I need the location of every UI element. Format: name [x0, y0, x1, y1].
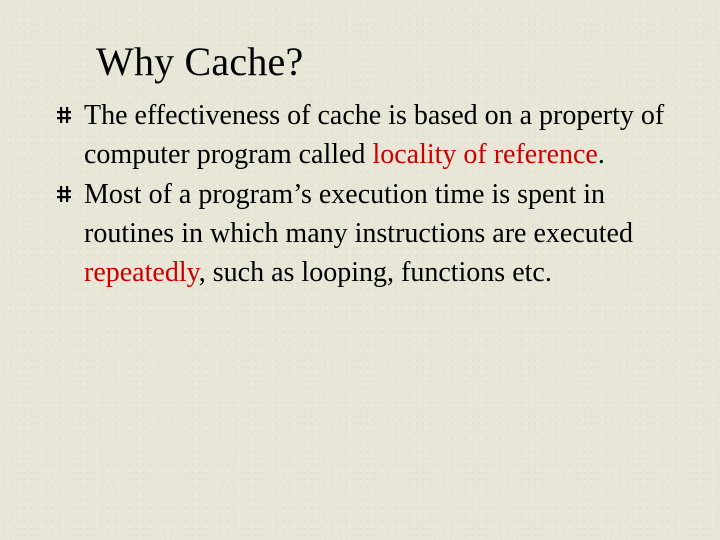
- bullet-list: [56, 96, 696, 293]
- bullet-item: [56, 175, 696, 292]
- bullet-item: [56, 96, 696, 174]
- bullet-text-part: .: [597, 139, 605, 170]
- hash-bullet-icon: [56, 106, 72, 124]
- bullet-text-part: The effectiveness of cache is based on a property of computer program called: [84, 100, 665, 170]
- hash-bullet-icon: [56, 185, 72, 203]
- bullet-text-part: , such as looping, functions etc.: [198, 257, 552, 288]
- highlighted-term: locality of reference: [372, 139, 598, 170]
- slide-title: Why Cache?: [96, 39, 304, 84]
- bullet-text-part: Most of a program’s execution time is spent in routines in which many instructions are executed: [84, 179, 633, 249]
- highlighted-term: repeatedly: [84, 257, 199, 288]
